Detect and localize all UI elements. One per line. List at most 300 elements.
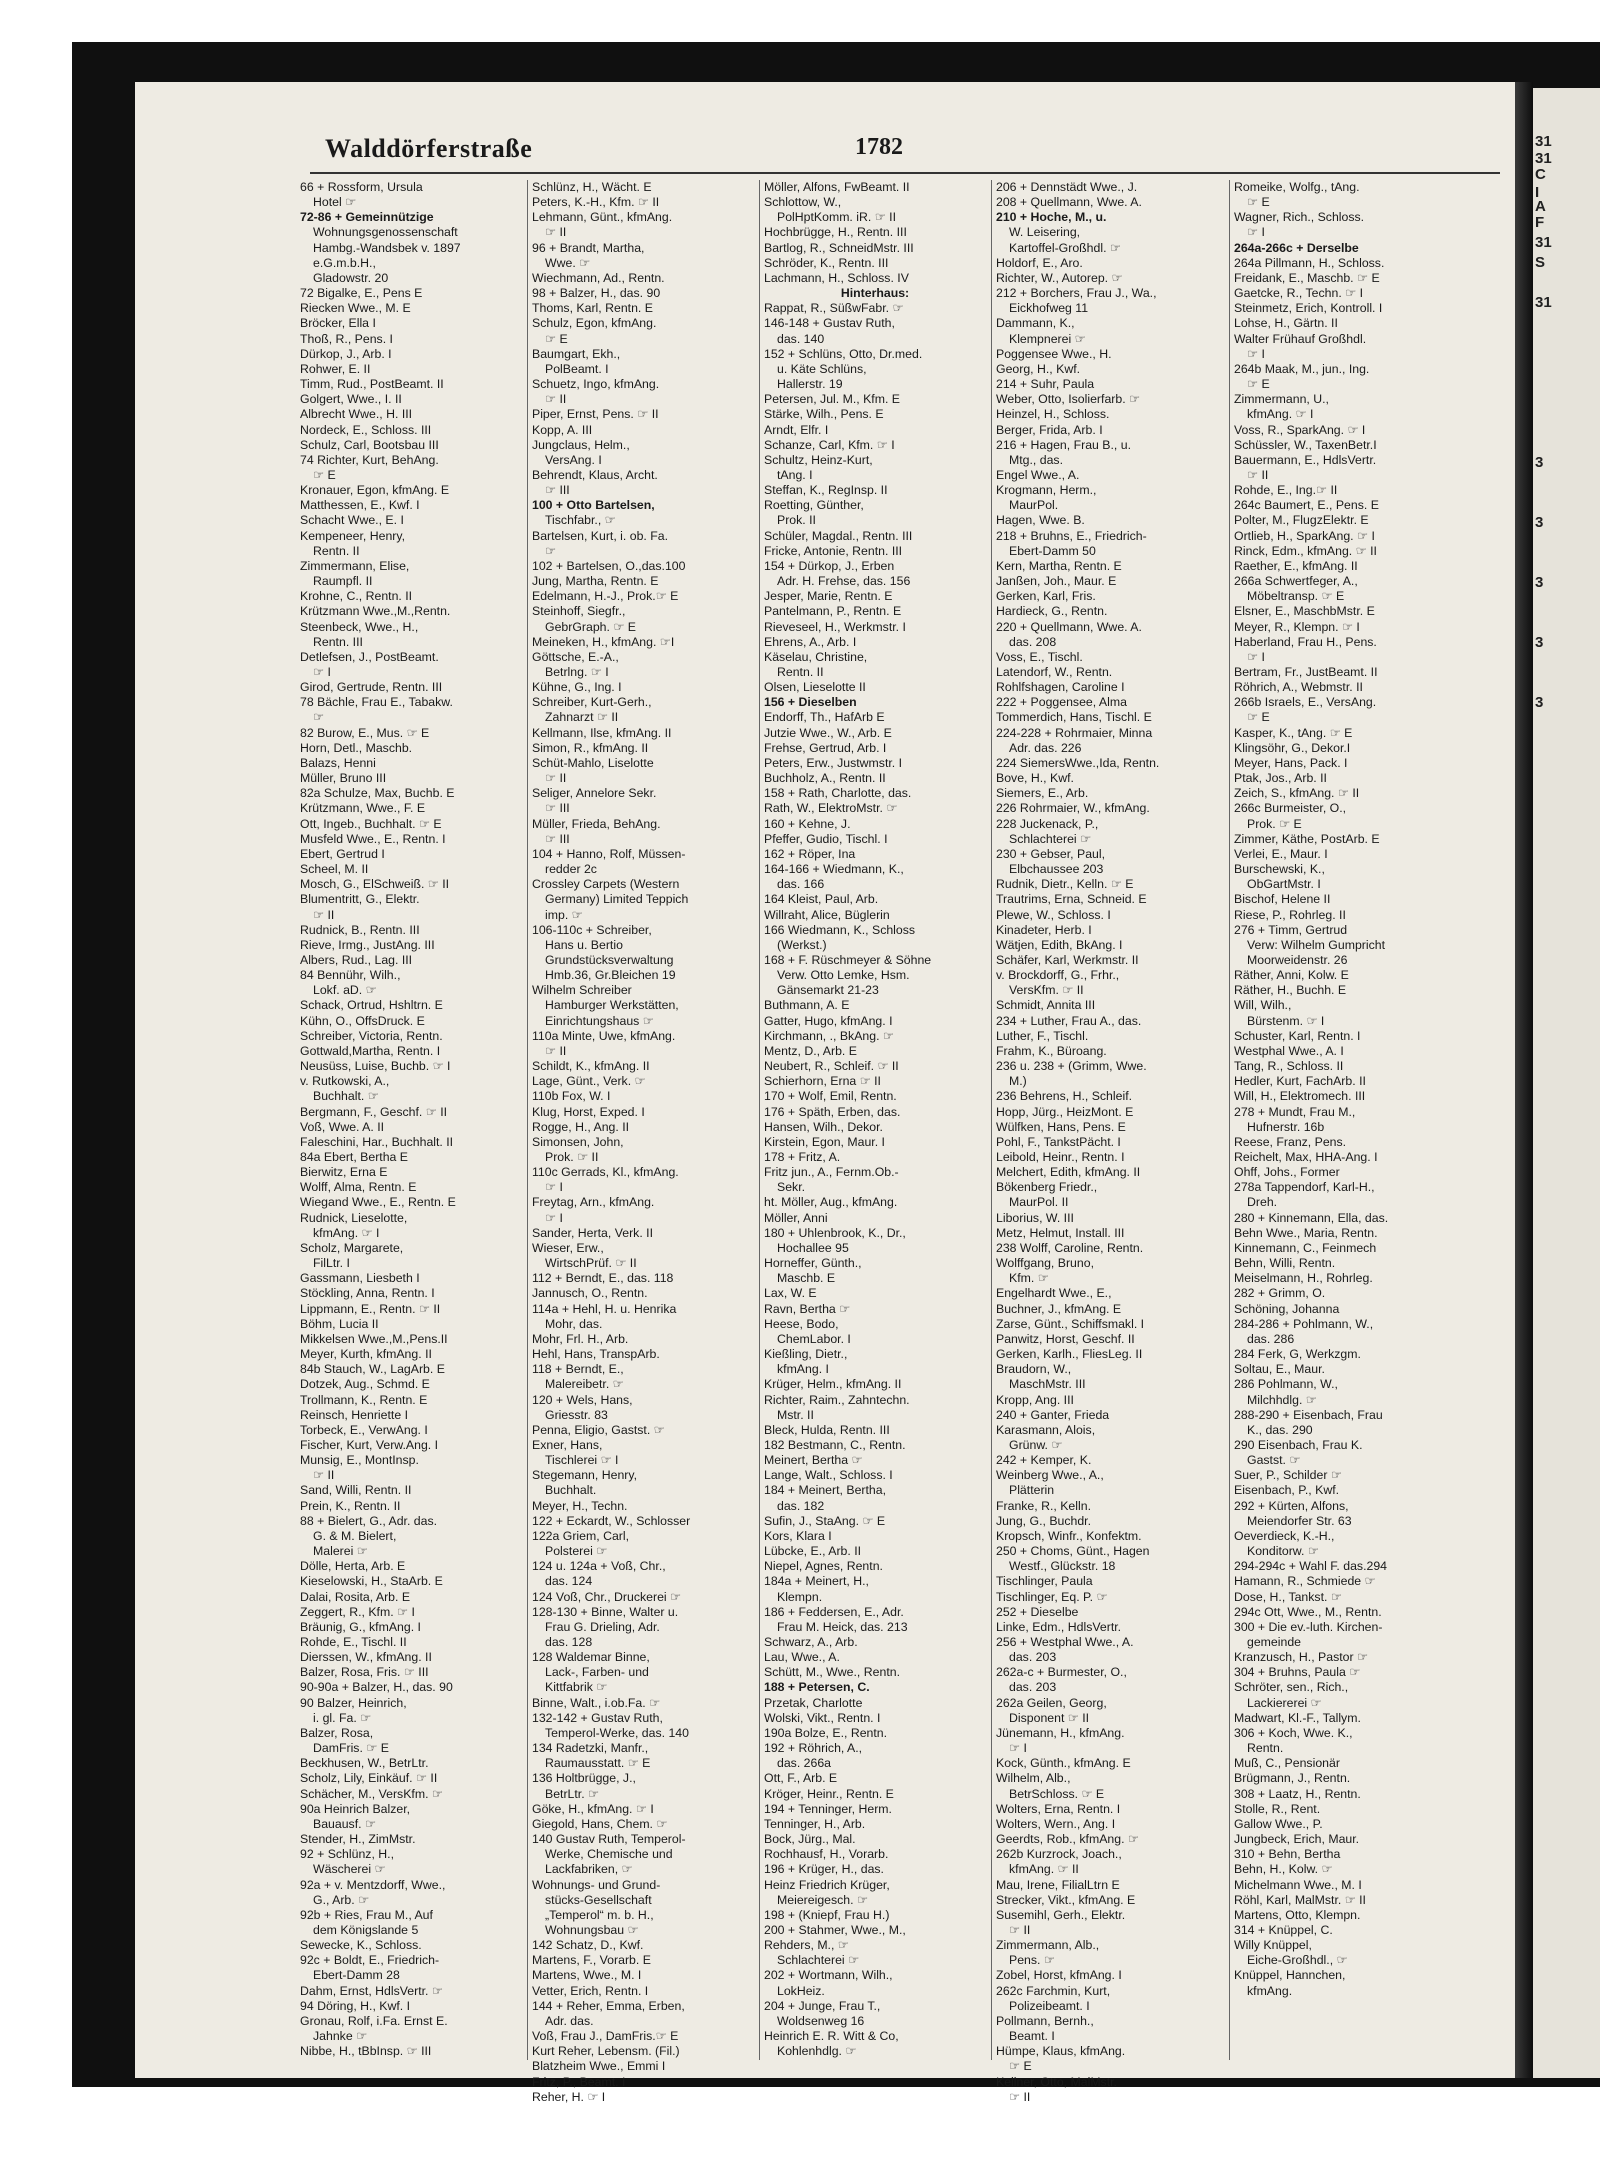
directory-entry: Schildt, K., kfmAng. II <box>532 1059 650 1074</box>
directory-entry: Kirstein, Egon, Maur. I <box>764 1134 885 1149</box>
directory-entry: Müller, Bruno III <box>300 771 387 786</box>
directory-entry: Wätjen, Edith, BkAng. I <box>996 937 1123 952</box>
directory-entry: Ravn, Bertha ☞ <box>764 1301 851 1316</box>
directory-entry: Romeike, Wolfg., tAng. <box>1234 180 1360 194</box>
entry-continuation: das. 203 <box>1009 1650 1057 1665</box>
directory-entry: 262a-c + Burmester, O., <box>996 1665 1127 1680</box>
entry-continuation: Kohlenhdlg. ☞ <box>777 2044 857 2059</box>
directory-entry: Braudorn, W., <box>996 1362 1072 1377</box>
directory-entry: Dürkop, J., Arb. I <box>300 346 392 361</box>
directory-entry: Thoms, Karl, Rentn. E <box>532 301 653 316</box>
directory-entry: Schröter, sen., Rich., <box>1234 1680 1349 1695</box>
directory-entry: Tang, R., Schloss. II <box>1234 1059 1344 1074</box>
entry-continuation: kfmAng. ☞ I <box>1247 407 1314 422</box>
directory-entry: 262a Geilen, Georg, <box>996 1695 1107 1710</box>
directory-entry: Gerken, Karl, Fris. <box>996 589 1096 604</box>
directory-entry: Bergmann, F., Geschf. ☞ II <box>300 1104 448 1119</box>
entry-continuation: das. 128 <box>545 1635 593 1649</box>
directory-entry: Engelhardt Wwe., E., <box>996 1286 1112 1301</box>
directory-entry: 110c Gerrads, Kl., kfmAng. <box>532 1165 679 1180</box>
directory-entry: Dierssen, W., kfmAng. II <box>300 1650 432 1665</box>
directory-entry: Michelmann Wwe., M. I <box>1234 1877 1362 1892</box>
directory-entry: Bräunig, G., kfmAng. I <box>300 1619 421 1634</box>
directory-entry: 208 + Quellmann, Wwe. A. <box>996 195 1142 210</box>
directory-entry: Meyer, H., Techn. <box>532 1498 628 1513</box>
directory-entry: 266b Israels, E., VersAng. <box>1234 695 1377 710</box>
directory-entry: Hopp, Jürg., HeizMont. E <box>996 1104 1134 1119</box>
entry-continuation: das. 208 <box>1009 634 1057 649</box>
entry-continuation: Eiche-Großhdl., ☞ <box>1247 1953 1348 1968</box>
directory-entry: Luther, F., Tischl. <box>996 1028 1089 1043</box>
directory-entry: Will, H., Elektromech. III <box>1234 1089 1366 1104</box>
directory-entry: Haberland, Frau H., Pens. <box>1234 634 1377 649</box>
directory-entry: Kronauer, Egon, kfmAng. E <box>300 483 450 498</box>
directory-entry: Westphal Wwe., A. I <box>1234 1043 1344 1058</box>
directory-entry: Kropp, Ang. III <box>996 1392 1074 1407</box>
directory-entry: 214 + Suhr, Paula <box>996 377 1095 392</box>
directory-entry: Will, Wilh., <box>1234 998 1292 1013</box>
directory-entry: Bauermann, E., HdlsVertr. <box>1234 452 1377 467</box>
directory-entry: 158 + Rath, Charlotte, das. <box>764 786 912 801</box>
entry-continuation: Milchhdlg. ☞ <box>1247 1392 1317 1407</box>
directory-entry: 234 + Luther, Frau A., das. <box>996 1013 1142 1028</box>
directory-entry: Simonsen, John, <box>532 1134 624 1149</box>
directory-entry: 168 + F. Rüschmeyer & Söhne <box>764 952 932 967</box>
directory-entry: Oeverdieck, K.-H., <box>1234 1528 1335 1543</box>
directory-entry: 120 + Wels, Hans, <box>532 1392 633 1407</box>
directory-entry: Zimmermann, U., <box>1234 392 1329 407</box>
entry-continuation: das. 203 <box>1009 1680 1057 1695</box>
entry-continuation: WirtschPrüf. ☞ II <box>545 1256 637 1271</box>
directory-entry: ht. Möller, Aug., kfmAng. <box>764 1195 898 1210</box>
directory-entry: Rinck, Edm., kfmAng. ☞ II <box>1234 543 1377 558</box>
directory-entry: 294-294c + Wahl F. das.294 <box>1234 1559 1388 1574</box>
adjacent-page-fragment: 3 <box>1535 694 1544 711</box>
directory-entry: Ortlieb, H., SparkAng. ☞ I <box>1234 528 1375 543</box>
entry-continuation: dem Königslande 5 <box>313 1922 419 1937</box>
entry-continuation: ☞ II <box>545 1043 567 1058</box>
directory-entry: 280 + Kinnemann, Ella, das. <box>1234 1210 1389 1225</box>
directory-entry: 266a Schwertfeger, A., <box>1234 574 1358 589</box>
directory-entry: Elsner, E., MaschbMstr. E <box>1234 604 1375 619</box>
directory-entry: Lohse, H., Gärtn. II <box>1234 316 1338 331</box>
entry-continuation: Werke, Chemische und <box>545 1847 673 1862</box>
directory-entry: Balzer, Rosa, <box>300 1725 374 1740</box>
entry-continuation: ☞ E <box>313 467 336 482</box>
directory-entry: Hehl, Hans, TranspArb. <box>532 1347 660 1362</box>
entry-continuation: ☞ I <box>545 1180 563 1195</box>
entry-continuation: VersAng. I <box>545 452 602 467</box>
directory-entry: 154 + Dürkop, J., Erben <box>764 558 895 573</box>
adjacent-page-fragment: 3 <box>1535 634 1544 651</box>
directory-entry: Bröcker, Ella I <box>300 316 376 331</box>
entry-continuation: ☞ I <box>1247 649 1265 664</box>
directory-entry: Berger, Frida, Arb. I <box>996 422 1103 437</box>
entry-continuation: LokHeiz. <box>777 1983 825 1998</box>
directory-entry: Fritz jun., A., Fernm.Ob.- <box>764 1165 899 1180</box>
directory-entry: Jutzie Wwe., W., Arb. E <box>764 725 892 740</box>
entry-continuation: Raumausstatt. ☞ E <box>545 1756 651 1771</box>
entry-continuation: Betrlng. ☞ I <box>545 665 609 679</box>
directory-entry: Eisenbach, P., Kwf. <box>1234 1483 1340 1498</box>
entry-continuation: Frau M. Heick, das. 213 <box>777 1619 908 1634</box>
entry-continuation: Hamburger Werkstätten, <box>545 998 679 1013</box>
adjacent-page-fragment: C <box>1535 166 1546 183</box>
directory-entry: Madwart, Kl.-F., Tallym. <box>1234 1710 1361 1725</box>
entry-continuation: ☞ <box>313 710 325 725</box>
directory-entry: Steffan, K., RegInsp. II <box>764 483 888 498</box>
directory-entry: Schäfer, Karl, Werkmstr. II <box>996 952 1139 967</box>
directory-entry: Bökenberg Friedr., <box>996 1180 1098 1195</box>
directory-entry: Metz, Helmut, Install. III <box>996 1225 1125 1240</box>
adjacent-page-fragment: I <box>1535 184 1540 201</box>
directory-entry: Dose, H., Tankst. ☞ <box>1234 1589 1342 1604</box>
directory-entry: Voß, Wwe. A. II <box>300 1119 385 1134</box>
directory-entry: Schreiber, Victoria, Rentn. <box>300 1028 443 1043</box>
entry-continuation: Prok. ☞ E <box>1247 816 1302 831</box>
directory-entry: Stolle, R., Rent. <box>1234 1801 1321 1816</box>
directory-entry: 204 + Junge, Frau T., <box>764 1998 881 2013</box>
directory-entry: Behn Wwe., Maria, Rentn. <box>1234 1225 1378 1240</box>
entry-continuation: Lackfabriken, ☞ <box>545 1862 633 1877</box>
directory-entry: 160 + Kehne, J. <box>764 816 851 831</box>
directory-entry: Freidank, E., Maschb. ☞ E <box>1234 270 1380 285</box>
directory-entry: 290 Eisenbach, Frau K. <box>1234 1437 1363 1452</box>
adjacent-page-fragment: 3 <box>1535 514 1544 531</box>
directory-entry: Rath, W., ElektroMstr. ☞ <box>764 801 898 816</box>
entry-continuation: Mtg., das. <box>1009 452 1063 467</box>
column-divider <box>1229 180 1230 2060</box>
directory-entry: Balazs, Henni <box>300 755 376 770</box>
directory-entry: Hamann, R., Schmiede ☞ <box>1234 1574 1376 1589</box>
directory-entry: Heinzel, H., Schloss. <box>996 407 1110 422</box>
entry-continuation: Wohnungsbau ☞ <box>545 1922 639 1937</box>
directory-entry: Pfeffer, Gudio, Tischl. I <box>764 831 888 846</box>
entry-continuation: Temperol-Werke, das. 140 <box>545 1725 689 1740</box>
column-divider <box>527 180 528 2060</box>
directory-entry: Panwitz, Horst, Geschf. II <box>996 1331 1135 1346</box>
directory-entry: Jesper, Marie, Rentn. E <box>764 589 893 604</box>
directory-entry: Pohl, F., TankstPächt. I <box>996 1134 1121 1149</box>
directory-entry: Schöning, Johanna <box>1234 1301 1340 1316</box>
directory-entry: Müller, Frieda, BehAng. <box>532 816 661 831</box>
directory-entry: Musfeld Wwe., E., Rentn. I <box>300 831 446 846</box>
directory-entry: 210 + Hoche, M., u. <box>996 210 1107 225</box>
entry-continuation: Klempnerei ☞ <box>1009 331 1086 346</box>
directory-entry: Poggensee Wwe., H. <box>996 346 1112 361</box>
directory-entry: Golgert, Wwe., I. II <box>300 392 402 407</box>
directory-entry: Kern, Martha, Rentn. E <box>996 558 1122 573</box>
directory-entry: Räther, Anni, Kolw. E <box>1234 968 1349 983</box>
entry-continuation: MaschMstr. III <box>1009 1377 1086 1392</box>
entry-continuation: Zahnarzt ☞ II <box>545 710 619 725</box>
directory-entry: 184 + Meinert, Bertha, <box>764 1483 887 1498</box>
directory-entry: Gallow Wwe., P. <box>1234 1816 1323 1831</box>
directory-entry: Mosch, G., ElSchweiß. ☞ II <box>300 877 450 892</box>
entry-continuation: Germany) Limited Teppich <box>545 892 689 907</box>
directory-entry: 198 + (Kniepf, Frau H.) <box>764 1907 890 1922</box>
directory-entry: 310 + Behn, Bertha <box>1234 1847 1341 1862</box>
directory-entry: Schulz, Egon, kfmAng. <box>532 316 657 331</box>
entry-continuation: Plätterin <box>1009 1483 1055 1498</box>
directory-entry: 152 + Schlüns, Otto, Dr.med. <box>764 346 923 361</box>
directory-entry: Reher, H. ☞ I <box>532 2089 606 2104</box>
entry-continuation: ☞ II <box>1009 2089 1031 2104</box>
entry-continuation: kfmAng. ☞ II <box>1009 1862 1079 1877</box>
directory-entry: 82 Burow, E., Mus. ☞ E <box>300 725 430 740</box>
directory-entry: Gaetcke, R., Techn. ☞ I <box>1234 286 1364 301</box>
directory-entry: Riese, P., Rohrleg. II <box>1234 907 1346 922</box>
directory-entry: Wolski, Vikt., Rentn. I <box>764 1710 881 1725</box>
directory-entry: Fricke, Antonie, Rentn. III <box>764 543 903 558</box>
directory-entry: Kinnemann, C., Feinmech <box>1234 1240 1377 1255</box>
directory-entry: Meinert, Bertha ☞ <box>764 1453 863 1468</box>
directory-entry: Wolters, Wern., Ang. I <box>996 1816 1116 1831</box>
entry-continuation: tAng. I <box>777 467 813 482</box>
directory-entry: 162 + Röper, Ina <box>764 846 856 861</box>
directory-entry: Petersen, Jul. M., Kfm. E <box>764 392 900 407</box>
entry-continuation: Sekr. <box>777 1180 806 1195</box>
entry-continuation: redder 2c <box>545 862 597 877</box>
directory-entry: Mau, Irene, FilialLtrn E <box>996 1877 1120 1892</box>
directory-entry: Detlefsen, J., PostBeamt. <box>300 649 439 664</box>
entry-continuation: W. Leisering, <box>1009 225 1081 240</box>
directory-entry: Bierwitz, Erna E <box>300 1165 388 1180</box>
directory-entry: Ptak, Jos., Arb. II <box>1234 771 1327 786</box>
directory-entry: Peters, K.-H., Kfm. ☞ II <box>532 195 660 210</box>
directory-entry: Wohnungs- und Grund- <box>532 1877 661 1892</box>
directory-entry: Schlottow, W., <box>764 195 842 210</box>
directory-entry: 122a Griem, Carl, <box>532 1528 630 1543</box>
directory-entry: Rappat, R., SüßwFabr. ☞ <box>764 301 904 316</box>
page-title: Walddörferstraße <box>325 134 533 163</box>
directory-entry: 132-142 + Gustav Ruth, <box>532 1710 663 1725</box>
directory-entry: Fischer, Kurt, Verw.Ang. I <box>300 1437 439 1452</box>
directory-entry: 128-130 + Binne, Walter u. <box>532 1604 679 1619</box>
directory-entry: Roetting, Günther, <box>764 498 864 513</box>
directory-entry: Munsig, E., MontInsp. <box>300 1453 419 1468</box>
directory-entry: Frehse, Gertrud, Arb. I <box>764 740 887 755</box>
directory-entry: 300 + Die ev.-luth. Kirchen- <box>1234 1619 1383 1634</box>
directory-entry: Rohlfshagen, Caroline I <box>996 680 1125 695</box>
directory-entry: Martens, Otto, Klempn. <box>1234 1907 1361 1922</box>
directory-entry: Penna, Eligio, Gastst. ☞ <box>532 1422 665 1437</box>
directory-entry: 72-86 + Gemeinnützige <box>300 210 434 225</box>
directory-entry: 140 Gustav Ruth, Temperol- <box>532 1832 686 1847</box>
directory-entry: Jungclaus, Helm., <box>532 437 630 452</box>
directory-entry: 98 + Balzer, H., das. 90 <box>532 286 661 301</box>
directory-entry: Muß, C., Pensionär <box>1234 1756 1340 1771</box>
directory-entry: Timm, Rud., PostBeamt. II <box>300 377 444 392</box>
directory-entry: Wilhelm Schreiber <box>532 983 632 998</box>
directory-entry: 278 + Mundt, Frau M., <box>1234 1104 1356 1119</box>
entry-continuation: Westf., Glückstr. 18 <box>1009 1559 1116 1574</box>
directory-entry: 124 u. 124a + Voß, Chr., <box>532 1559 666 1574</box>
directory-entry: Möller, Anni <box>764 1210 828 1225</box>
directory-entry: Gronau, Rolf, i.Fa. Ernst E. <box>300 2013 448 2028</box>
directory-entry: 218 + Bruhns, E., Friedrich- <box>996 528 1147 543</box>
directory-entry: Geerdts, Rob., kfmAng. ☞ <box>996 1832 1139 1847</box>
entry-continuation: kfmAng. I <box>777 1362 829 1377</box>
directory-entry: 164 Kleist, Paul, Arb. <box>764 892 879 907</box>
directory-entry: Tischlinger, Paula <box>996 1574 1093 1589</box>
directory-entry: 294c Ott, Wwe., M., Rentn. <box>1234 1604 1382 1619</box>
directory-entry: Willy Knüppel, <box>1234 1938 1312 1953</box>
directory-entry: Sand, Willi, Rentn. II <box>300 1483 412 1498</box>
directory-entry: Nordeck, E., Schloss. III <box>300 422 432 437</box>
entry-continuation: Verw. Otto Lemke, Hsm. <box>777 968 910 983</box>
adjacent-page-fragment: S <box>1535 254 1546 271</box>
directory-entry: Neubert, R., Schleif. ☞ II <box>764 1059 899 1074</box>
directory-entry: Kröger, Heinr., Rentn. E <box>764 1786 894 1801</box>
entry-continuation: das. 124 <box>545 1574 593 1589</box>
directory-entry: 262b Kurzrock, Joach., <box>996 1847 1122 1862</box>
entry-continuation: i. gl. Fa. ☞ <box>313 1710 372 1725</box>
directory-entry: Arndt, Elfr. I <box>764 422 829 437</box>
directory-entry: 240 + Ganter, Frieda <box>996 1407 1110 1422</box>
entry-continuation: (Werkst.) <box>777 937 827 952</box>
directory-entry: Balzer, Rosa, Fris. ☞ III <box>300 1665 429 1680</box>
directory-entry: Gassmann, Liesbeth I <box>300 1271 420 1286</box>
directory-entry: 222 + Poggensee, Alma <box>996 695 1127 710</box>
directory-entry: Rohwer, E. II <box>300 361 371 376</box>
directory-entry: Kopp, A. III <box>532 422 593 437</box>
directory-entry: Gottwald,Martha, Rentn. I <box>300 1043 441 1058</box>
directory-entry: 110a Minte, Uwe, kfmAng. <box>532 1028 676 1043</box>
directory-entry: 284 Ferk, G, Werkzgm. <box>1234 1347 1361 1362</box>
entry-continuation: ☞ II <box>313 1468 335 1483</box>
entry-continuation: Tischlerei ☞ I <box>545 1453 619 1468</box>
directory-entry: Röhl, Karl, MalMstr. ☞ II <box>1234 1892 1366 1907</box>
entry-continuation: VersKfm. ☞ II <box>1009 983 1084 998</box>
directory-entry: Stegemann, Henry, <box>532 1468 638 1483</box>
directory-entry: Fritz, P., Beamt. I <box>532 2074 626 2089</box>
directory-entry: 128 Waldemar Binne, <box>532 1650 650 1665</box>
directory-entry: Susemihl, Gerh., Elektr. <box>996 1907 1126 1922</box>
directory-entry: Freytag, Arn., kfmAng. <box>532 1195 655 1210</box>
directory-entry: Kasper, K., tAng. ☞ E <box>1234 725 1353 740</box>
directory-entry: Kropsch, Winfr., Konfektm. <box>996 1528 1142 1543</box>
directory-entry: Engel Wwe., A. <box>996 467 1080 482</box>
entry-continuation: ☞ E <box>1247 195 1270 210</box>
entry-continuation: Prok. II <box>777 513 816 528</box>
entry-continuation: Grünw. ☞ <box>1009 1437 1063 1452</box>
directory-entry: 74 Richter, Kurt, BehAng. <box>300 452 439 467</box>
entry-continuation: das. 266a <box>777 1756 832 1771</box>
directory-entry: 264c Baumert, E., Pens. E <box>1234 498 1379 513</box>
directory-entry: Georg, H., Kwf. <box>996 361 1081 376</box>
entry-continuation: ☞ II <box>545 392 567 407</box>
directory-entry: 304 + Bruhns, Paula ☞ <box>1234 1665 1361 1680</box>
entry-continuation: ☞ I <box>545 1210 563 1225</box>
directory-entry: 314 + Knüppel, C. <box>1234 1922 1333 1937</box>
directory-entry: Krützmann, Wwe., F. E <box>300 801 426 816</box>
entry-continuation: „Temperol“ m. b. H., <box>545 1907 654 1922</box>
directory-entry: Scheel, M. II <box>300 862 369 877</box>
directory-entry: Zimmer, Käthe, PostArb. E <box>1234 831 1380 846</box>
directory-entry: Richter, W., Autorep. ☞ <box>996 270 1123 285</box>
adjacent-page-fragment: 3 <box>1535 454 1544 471</box>
entry-continuation: ☞ II <box>1009 1922 1031 1937</box>
directory-entry: Bock, Jürg., Mal. <box>764 1832 856 1847</box>
directory-entry: Gerken, Karlh., FliesLeg. II <box>996 1347 1143 1362</box>
entry-continuation: Griesstr. 83 <box>545 1407 608 1422</box>
directory-entry: Buchner, J., kfmAng. E <box>996 1301 1122 1316</box>
directory-entry: Krogmann, Herm., <box>996 483 1097 498</box>
directory-entry: Strecker, Vikt., kfmAng. E <box>996 1892 1136 1907</box>
directory-entry: Lehmann, Günt., kfmAng. <box>532 210 673 225</box>
directory-entry: 96 + Brandt, Martha, <box>532 240 645 255</box>
directory-entry: Girod, Gertrude, Rentn. III <box>300 680 443 695</box>
directory-entry: Siemers, E., Arb. <box>996 786 1089 801</box>
directory-entry: Bertram, Fr., JustBeamt. II <box>1234 665 1378 679</box>
entry-continuation: das. 166 <box>777 877 825 892</box>
entry-continuation: Mohr, das. <box>545 1316 603 1331</box>
directory-entry: Scholz, Lily, Einkäuf. ☞ II <box>300 1771 438 1786</box>
directory-entry: Schwarz, A., Arb. <box>764 1635 858 1649</box>
directory-entry: Wieser, Erw., <box>532 1240 604 1255</box>
directory-column-2 <box>532 180 754 2105</box>
directory-entry: Neusüss, Luise, Buchb. ☞ I <box>300 1059 451 1074</box>
entry-continuation: Wohnungsgenossenschaft <box>313 225 458 240</box>
directory-entry: Schreiber, Kurt-Gerh., <box>532 695 652 710</box>
entry-continuation: ☞ I <box>1247 346 1265 361</box>
directory-entry: Kinadeter, Herb. I <box>996 922 1092 937</box>
directory-entry: 192 + Röhrich, A., <box>764 1741 863 1756</box>
directory-entry: Dotzek, Aug., Schmd. E <box>300 1377 430 1392</box>
directory-entry: Stender, H., ZimMstr. <box>300 1832 416 1847</box>
directory-entry: Lange, Walt., Schloss. I <box>764 1468 893 1483</box>
directory-entry: 266c Burmeister, O., <box>1234 801 1347 816</box>
entry-continuation: Verw: Wilhelm Gumpricht <box>1247 937 1386 952</box>
adjacent-page-fragment: 3 <box>1535 574 1544 591</box>
adjacent-page-edge <box>1533 88 1600 2078</box>
adjacent-page-fragment: A <box>1535 198 1546 215</box>
entry-continuation: ☞ E <box>545 331 568 346</box>
directory-entry: Röhrich, A., Webmstr. II <box>1234 680 1363 695</box>
adjacent-page-fragment: 31 <box>1535 150 1552 167</box>
directory-entry: Przetak, Charlotte <box>764 1695 863 1710</box>
directory-entry: Frahm, K., Büroang. <box>996 1043 1107 1058</box>
directory-entry: 90-90a + Balzer, H., das. 90 <box>300 1680 453 1695</box>
directory-entry: 236 u. 238 + (Grimm, Wwe. <box>996 1059 1147 1074</box>
directory-entry: 92 + Schlünz, H., <box>300 1847 394 1862</box>
directory-entry: Trollmann, K., Rentn. E <box>300 1392 428 1407</box>
entry-continuation: Dreh. <box>1247 1195 1278 1210</box>
directory-entry: Hochbrügge, H., Rentn. III <box>764 225 907 240</box>
entry-continuation: Rentn. III <box>313 634 363 649</box>
directory-entry: 82a Schulze, Max, Buchb. E <box>300 786 455 801</box>
directory-entry: 186 + Feddersen, E., Adr. <box>764 1604 904 1619</box>
directory-entry: 308 + Laatz, H., Rentn. <box>1234 1786 1361 1801</box>
directory-entry: Kranzusch, H., Pastor ☞ <box>1234 1650 1369 1665</box>
directory-entry: 220 + Quellmann, Wwe. A. <box>996 619 1142 634</box>
directory-entry: Kellmann, Ilse, kfmAng. II <box>532 725 672 740</box>
directory-entry: 190a Bolze, E., Rentn. <box>764 1725 888 1740</box>
entry-continuation: Disponent ☞ II <box>1009 1710 1090 1725</box>
directory-entry: Dalai, Rosita, Arb. E <box>300 1589 411 1604</box>
directory-entry: Göke, H., kfmAng. ☞ I <box>532 1801 654 1816</box>
entry-continuation: Meiendorfer Str. 63 <box>1247 1513 1352 1528</box>
directory-entry: 250 + Choms, Günt., Hagen <box>996 1544 1150 1559</box>
directory-entry: Schierhorn, Erna ☞ II <box>764 1074 881 1089</box>
entry-continuation: ☞ E <box>1009 2059 1032 2074</box>
directory-entry: 142 Schatz, D., Kwf. <box>532 1938 644 1953</box>
directory-entry: 84b Stauch, W., LagArb. E <box>300 1362 445 1377</box>
directory-entry: Krützmann Wwe.,M.,Rentn. <box>300 604 451 619</box>
directory-entry: Plewe, W., Schloss. I <box>996 907 1111 922</box>
directory-entry: 262c Farchmin, Kurt, <box>996 1983 1111 1998</box>
